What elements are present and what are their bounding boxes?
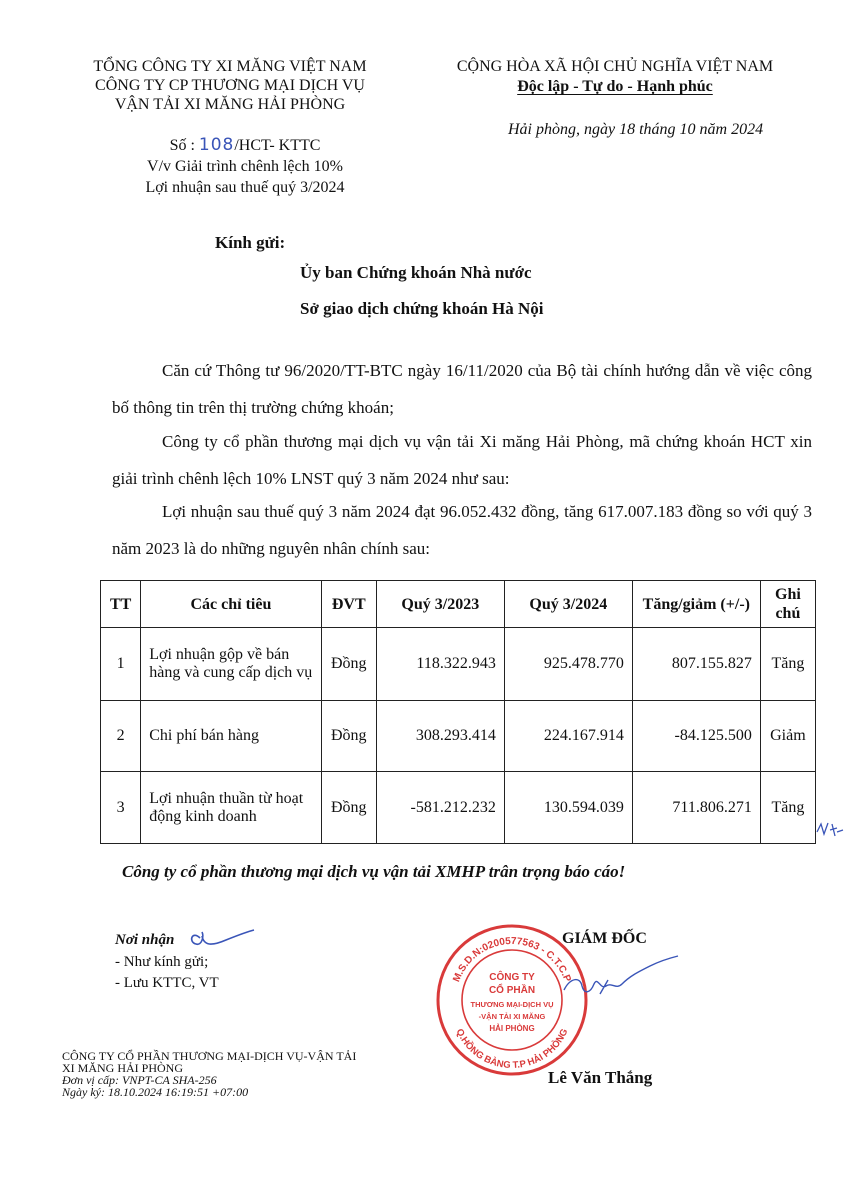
document-number-block bbox=[105, 135, 385, 198]
cell-tt: 2 bbox=[101, 701, 141, 772]
org-parent-name: TỔNG CÔNG TY XI MĂNG VIỆT NAM bbox=[93, 58, 367, 75]
receivers-title: Nơi nhận bbox=[115, 932, 175, 948]
stamp-outer-text: M.S.D.N:0200577563 - C.T.C.P bbox=[451, 935, 573, 984]
document-number-suffix: /HCT- KTTC bbox=[234, 137, 321, 154]
cell-note: Tăng bbox=[760, 772, 815, 844]
header-q3-2024: Quý 3/2024 bbox=[504, 581, 632, 628]
org-name-line1: CÔNG TY CP THƯƠNG MẠI DỊCH VỤ bbox=[95, 77, 365, 94]
stamp-line2: CỔ PHẦN bbox=[488, 985, 536, 996]
greeting: Kính gửi: bbox=[215, 233, 286, 252]
header-note: Ghi chú bbox=[760, 581, 815, 628]
cell-unit: Đồng bbox=[321, 701, 376, 772]
recipient-ssc: Ủy ban Chứng khoán Nhà nước bbox=[300, 263, 532, 282]
body-paragraph-legal-basis: Căn cứ Thông tư 96/2020/TT-BTC ngày 16/11/2020 của Bộ tài chính hướng dẫn về việc công bố thông tin trên thị trường chứng khoán; bbox=[112, 361, 812, 417]
document-number bbox=[105, 135, 385, 156]
closing-statement: Công ty cổ phần thương mại dịch vụ vận tải XMHP trân trọng báo cáo! bbox=[122, 862, 626, 881]
handwritten-initial bbox=[186, 924, 256, 954]
svg-text:Q.HỒNG BÀNG T.P HẢI PHÒNG bbox=[454, 1027, 571, 1071]
cell-note: Tăng bbox=[760, 628, 815, 701]
org-name-line2: VẬN TẢI XI MĂNG HẢI PHÒNG bbox=[114, 96, 346, 113]
cell-q3-2023: 308.293.414 bbox=[376, 701, 504, 772]
cell-item: Lợi nhuận thuần từ hoạt động kinh doanh bbox=[141, 772, 321, 844]
cell-q3-2023: 118.322.943 bbox=[376, 628, 504, 701]
stamp-line5: HẢI PHÒNG bbox=[489, 1024, 535, 1033]
national-header bbox=[430, 57, 800, 97]
signer-position: GIÁM ĐỐC bbox=[562, 930, 647, 947]
table-header-row bbox=[101, 581, 816, 628]
header-q3-2023: Quý 3/2023 bbox=[376, 581, 504, 628]
cell-tt: 3 bbox=[101, 772, 141, 844]
digital-signature-info bbox=[62, 1050, 356, 1098]
document-date: Hải phòng, ngày 18 tháng 10 năm 2024 bbox=[508, 121, 764, 138]
cell-q3-2023: -581.212.232 bbox=[376, 772, 504, 844]
cell-item: Lợi nhuận gộp về bán hàng và cung cấp dịch vụ bbox=[141, 628, 321, 701]
digital-signer-line2: XI MĂNG HẢI PHÒNG bbox=[62, 1061, 183, 1075]
signer-name: Lê Văn Thắng bbox=[548, 1068, 653, 1087]
stamp-line1: CÔNG TY bbox=[489, 972, 535, 983]
digital-signature-issuer: Đơn vị cấp: VNPT-CA SHA-256 bbox=[62, 1073, 217, 1087]
table-row bbox=[101, 772, 816, 844]
handwritten-signature bbox=[560, 950, 680, 1010]
subject-line1: V/v Giải trình chênh lệch 10% bbox=[147, 158, 343, 175]
header-change: Tăng/giảm (+/-) bbox=[632, 581, 760, 628]
stamp-line4: -VẬN TẢI XI MĂNG bbox=[478, 1012, 546, 1021]
cell-unit: Đồng bbox=[321, 772, 376, 844]
body-paragraph-company: Công ty cổ phần thương mại dịch vụ vận tải Xi măng Hải Phòng, mã chứng khoán HCT xin giải trình chênh lệch 10% LNST quý 3 năm 2024 như sau: bbox=[112, 432, 812, 488]
table-row bbox=[101, 628, 816, 701]
cell-tt: 1 bbox=[101, 628, 141, 701]
stamp-bottom-text: Q.HỒNG BÀNG T.P HẢI PHÒNG bbox=[453, 1027, 571, 1072]
nation-motto: Độc lập - Tự do - Hạnh phúc bbox=[517, 78, 713, 95]
organization-header bbox=[60, 57, 400, 114]
header-tt: TT bbox=[101, 581, 141, 628]
header-item: Các chỉ tiêu bbox=[141, 581, 321, 628]
cell-change: -84.125.500 bbox=[632, 701, 760, 772]
receiver-item: - Như kính gửi; bbox=[115, 954, 209, 970]
cell-item: Chi phí bán hàng bbox=[141, 701, 321, 772]
nation-name: CỘNG HÒA XÃ HỘI CHỦ NGHĨA VIỆT NAM bbox=[456, 58, 774, 75]
cell-q3-2024: 925.478.770 bbox=[504, 628, 632, 701]
stamp-line3: THƯƠNG MẠI-DỊCH VỤ bbox=[470, 1000, 554, 1009]
cell-q3-2024: 224.167.914 bbox=[504, 701, 632, 772]
recipient-hnx: Sở giao dịch chứng khoán Hà Nội bbox=[300, 299, 544, 318]
table-row bbox=[101, 701, 816, 772]
document-number-handwritten: 108 bbox=[198, 135, 235, 155]
subject-line2: Lợi nhuận sau thuế quý 3/2024 bbox=[145, 179, 345, 196]
document-number-prefix: Số : bbox=[169, 137, 195, 154]
cell-note: Giảm bbox=[760, 701, 815, 772]
digital-signer-line1: CÔNG TY CỔ PHẦN THƯƠNG MẠI-DỊCH VỤ-VẬN TẢI bbox=[62, 1049, 357, 1063]
cell-q3-2024: 130.594.039 bbox=[504, 772, 632, 844]
digital-signature-time: Ngày ký: 18.10.2024 16:19:51 +07:00 bbox=[62, 1085, 249, 1099]
header-unit: ĐVT bbox=[321, 581, 376, 628]
cell-change: 807.155.827 bbox=[632, 628, 760, 701]
body-paragraph-profit: Lợi nhuận sau thuế quý 3 năm 2024 đạt 96.052.432 đồng, tăng 617.007.183 đồng so với quý 3 năm 2023 là do những nguyên nhân chính sau: bbox=[112, 502, 812, 558]
receiver-item: - Lưu KTTC, VT bbox=[115, 975, 219, 991]
cell-unit: Đồng bbox=[321, 628, 376, 701]
margin-initial-mark bbox=[815, 818, 845, 840]
profit-comparison-table bbox=[100, 580, 816, 844]
cell-change: 711.806.271 bbox=[632, 772, 760, 844]
